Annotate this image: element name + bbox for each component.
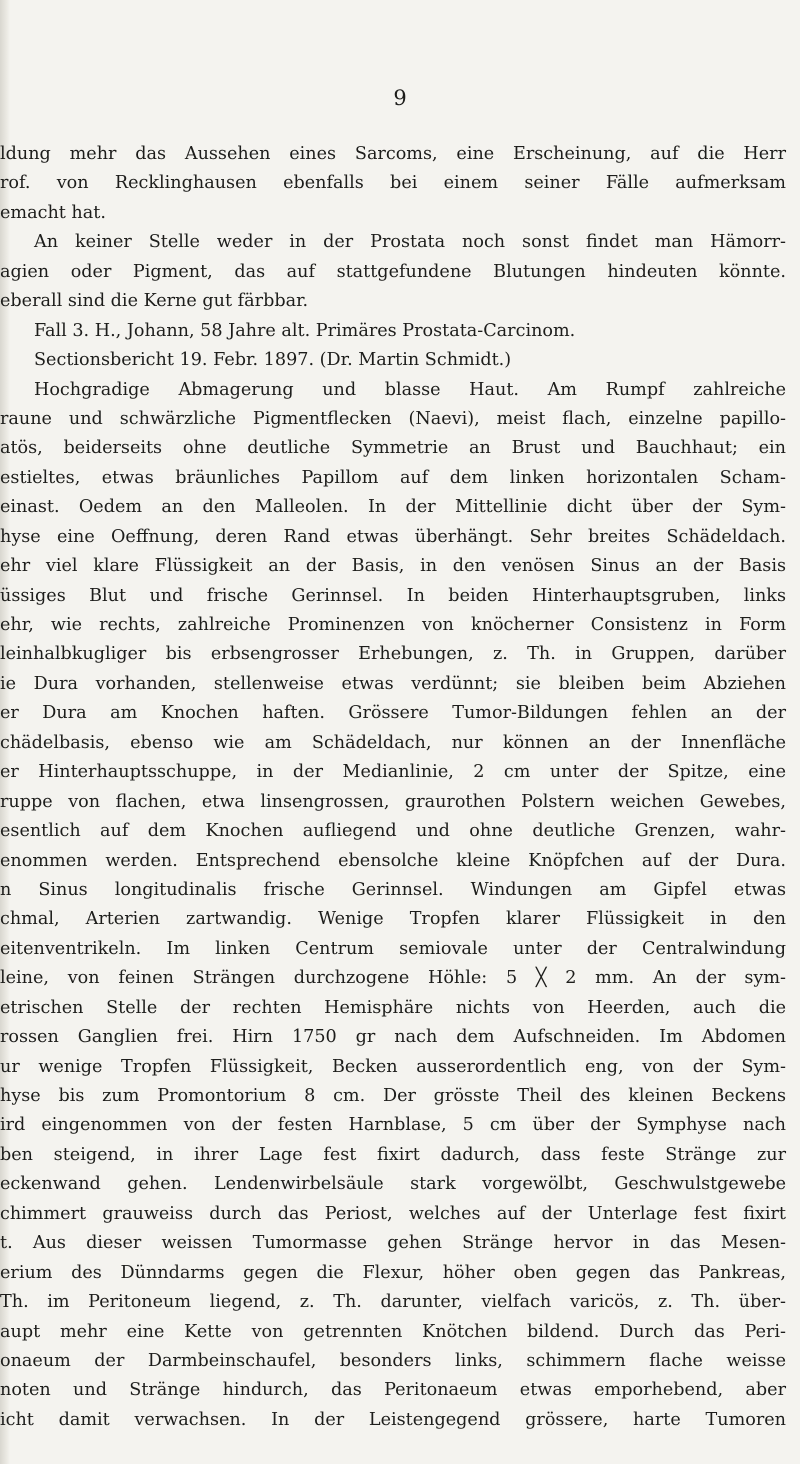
- text-line: Hochgradige Abmagerung und blasse Haut. Am Rumpf zahlreiche: [34, 379, 786, 400]
- text-line: esentlich auf dem Knochen aufliegend und ohne deutliche Grenzen, wahr-: [0, 821, 786, 842]
- text-line: chmal, Arterien zartwandig. Wenige Tropfen klarer Flüssigkeit in den: [0, 909, 786, 930]
- text-line: noten und Stränge hindurch, das Peritonaeum etwas emporhebend, aber: [0, 1380, 786, 1401]
- text-line: er Dura am Knochen haften. Grössere Tumor-Bildungen fehlen an der: [0, 703, 786, 724]
- text-line: n Sinus longitudinalis frische Gerinnsel. Windungen am Gipfel etwas: [0, 879, 786, 900]
- text-line: eitenventrikeln. Im linken Centrum semiovale unter der Centralwindung: [0, 938, 786, 959]
- text-line: chimmert grauweiss durch das Periost, welches auf der Unterlage fest fixirt: [0, 1203, 786, 1224]
- text-line: atös, beiderseits ohne deutliche Symmetrie an Brust und Bauchhaut; ein: [0, 438, 786, 459]
- text-line: ehr, wie rechts, zahlreiche Prominenzen von knöcherner Consistenz in Form: [0, 615, 786, 635]
- page-number: 9: [393, 86, 407, 110]
- text-line: etrischen Stelle der rechten Hemisphäre nichts von Heerden, auch die: [0, 997, 786, 1018]
- text-line: chädelbasis, ebenso wie am Schädeldach, nur können an der Innenfläche: [0, 732, 786, 753]
- text-line: hyse eine Oeffnung, deren Rand etwas überhängt. Sehr breites Schädeldach.: [0, 526, 786, 547]
- text-line: hyse bis zum Promontorium 8 cm. Der grösste Theil des kleinen Beckens: [0, 1086, 786, 1106]
- text-line: ruppe von flachen, etwa linsengrossen, graurothen Polstern weichen Gewebes,: [0, 791, 786, 812]
- text-line: ird eingenommen von der festen Harnblase, 5 cm über der Symphyse nach: [0, 1115, 786, 1136]
- text-line: enommen werden. Entsprechend ebensolche kleine Knöpfchen auf der Dura.: [0, 850, 786, 871]
- text-line: rossen Ganglien frei. Hirn 1750 gr nach dem Aufschneiden. Im Abdomen: [0, 1027, 786, 1048]
- text-line: t. Aus dieser weissen Tumormasse gehen Stränge hervor in das Mesen-: [0, 1233, 786, 1254]
- text-line: er Hinterhauptsschuppe, in der Medianlinie, 2 cm unter der Spitze, eine: [0, 762, 786, 783]
- text-line: rof. von Recklinghausen ebenfalls bei einem seiner Fälle aufmerksam: [0, 173, 786, 194]
- text-line: icht damit verwachsen. In der Leistengegend grössere, harte Tumoren: [0, 1409, 786, 1430]
- text-line: leinhalbkugliger bis erbsengrosser Erhebungen, z. Th. in Gruppen, darüber: [0, 644, 786, 665]
- text-line: ldung mehr das Aussehen eines Sarcoms, eine Erscheinung, auf die Herr: [0, 144, 786, 164]
- text-line: aupt mehr eine Kette von getrennten Knötchen bildend. Durch das Peri-: [0, 1321, 786, 1342]
- text-line: Th. im Peritoneum liegend, z. Th. darunter, vielfach varicös, z. Th. über-: [0, 1292, 786, 1313]
- text-line: ie Dura vorhanden, stellenweise etwas verdünnt; sie bleiben beim Abziehen: [0, 673, 786, 694]
- section-report-line: Sectionsbericht 19. Febr. 1897. (Dr. Martin Schmidt.): [34, 350, 512, 371]
- text-line: üssiges Blut und frische Gerinnsel. In beiden Hinterhauptsgruben, links: [0, 585, 786, 606]
- text-line: agien oder Pigment, das auf stattgefundene Blutungen hindeuten könnte.: [0, 261, 786, 282]
- text-line: einast. Oedem an den Malleolen. In der Mittellinie dicht über der Sym-: [0, 497, 786, 518]
- text-line: leine, von feinen Strängen durchzogene Höhle: 5 ╳ 2 mm. An der sym-: [0, 968, 786, 989]
- text-line: eckenwand gehen. Lendenwirbelsäule stark vorgewölbt, Geschwulstgewebe: [0, 1174, 786, 1195]
- text-line: raune und schwärzliche Pigmentflecken (Naevi), meist flach, einzelne papillo-: [0, 408, 786, 429]
- text-line: emacht hat.: [0, 202, 106, 223]
- text-line: onaeum der Darmbeinschaufel, besonders links, schimmern flache weisse: [0, 1350, 786, 1371]
- text-line: ben steigend, in ihrer Lage fest fixirt dadurch, dass feste Stränge zur: [0, 1144, 786, 1165]
- text-line: ehr viel klare Flüssigkeit an der Basis, in den venösen Sinus an der Basis: [0, 556, 786, 577]
- text-line: An keiner Stelle weder in der Prostata noch sonst findet man Hämorr-: [34, 232, 786, 253]
- text-line: erium des Dünndarms gegen die Flexur, höher oben gegen das Pankreas,: [0, 1262, 786, 1283]
- body-text: [0, 140, 786, 1435]
- case-heading: Fall 3. H., Johann, 58 Jahre alt. Primäres Prostata-Carcinom.: [34, 320, 576, 341]
- text-line: eberall sind die Kerne gut färbbar.: [0, 291, 309, 312]
- text-line: ur wenige Tropfen Flüssigkeit, Becken ausserordentlich eng, von der Sym-: [0, 1056, 786, 1077]
- text-line: estieltes, etwas bräunliches Papillom auf dem linken horizontalen Scham-: [0, 467, 786, 488]
